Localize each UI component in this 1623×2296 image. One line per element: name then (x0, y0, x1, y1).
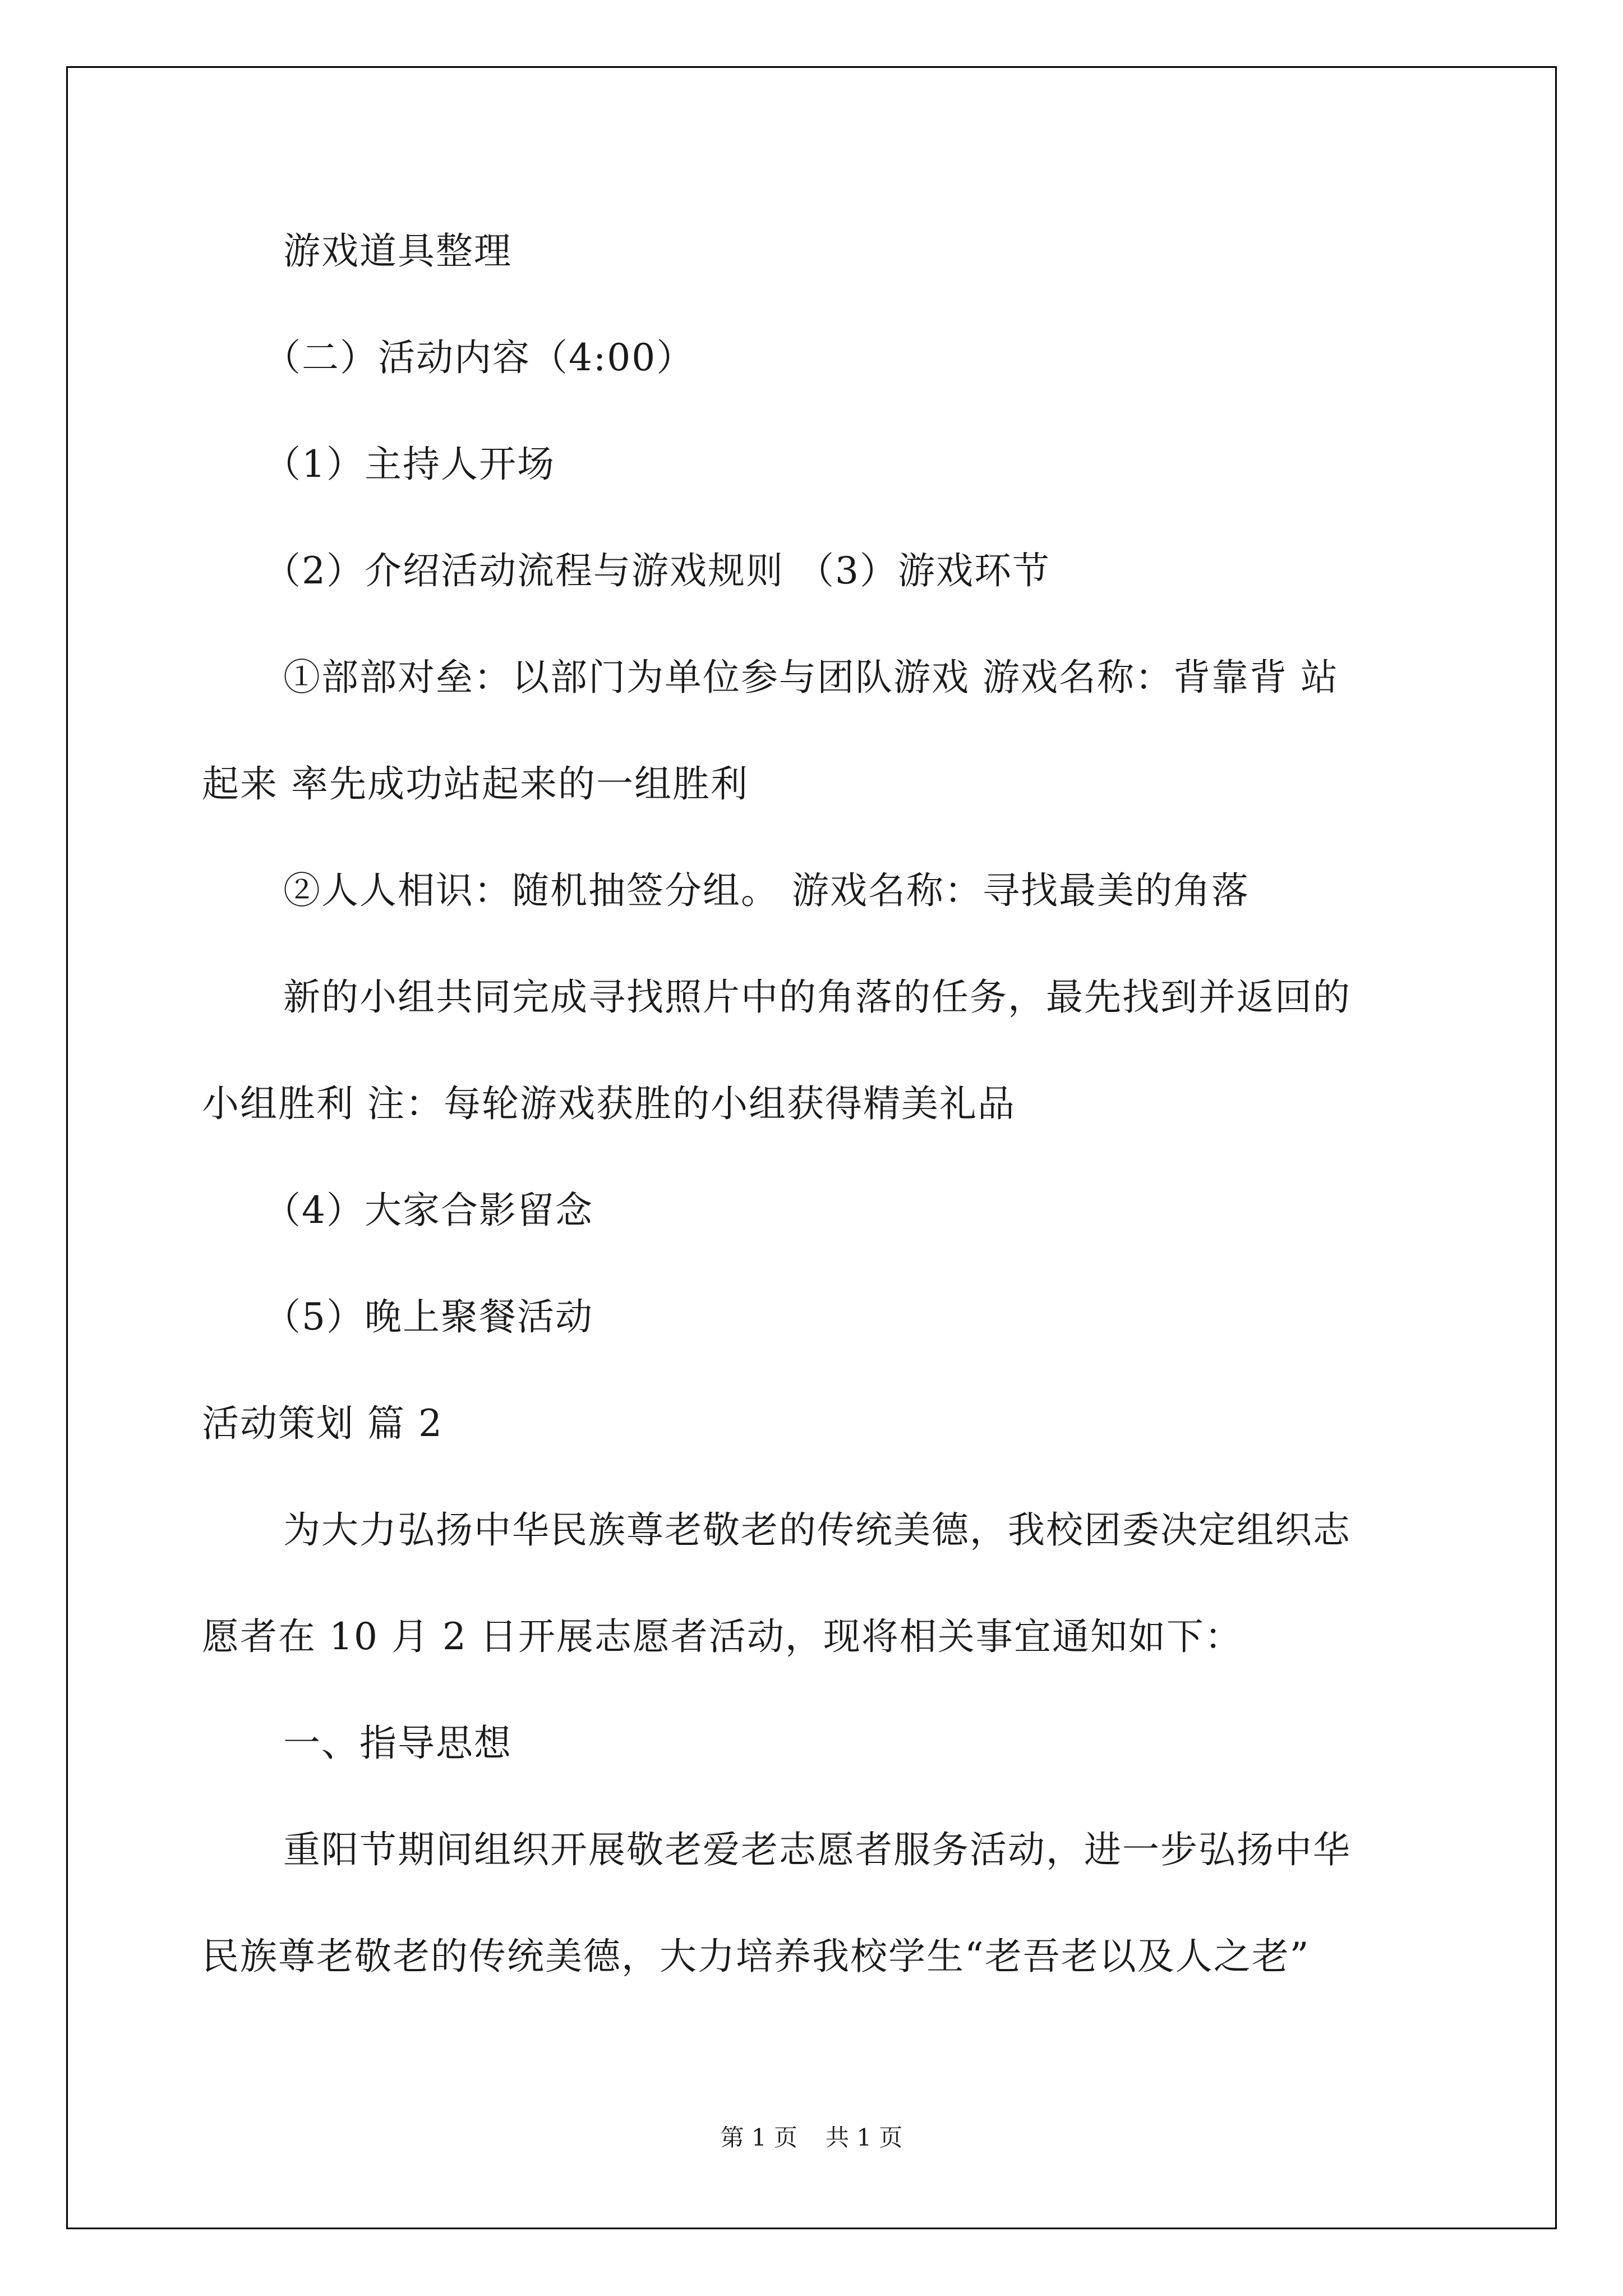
text-line: 起来 率先成功站起来的一组胜利 (202, 762, 749, 806)
text-line: （4）大家合影留念 (264, 1189, 593, 1232)
text-line: （二）活动内容（4:00） (264, 336, 695, 379)
text-line: 愿者在 10 月 2 日开展志愿者活动，现将相关事宜通知如下： (202, 1615, 1243, 1658)
text-line: 为大力弘扬中华民族尊老敬老的传统美德，我校团委决定组织志 (283, 1508, 1351, 1552)
page-number: 第 1 页 (720, 2124, 797, 2151)
text-line: （2）介绍活动流程与游戏规则 （3）游戏环节 (264, 549, 1050, 592)
page-total: 共 1 页 (826, 2124, 903, 2151)
page-footer (0, 2126, 1623, 2150)
text-line: （5）晚上聚餐活动 (264, 1295, 593, 1338)
text-line: 游戏道具整理 (283, 229, 512, 273)
text-line: 重阳节期间组织开展敬老爱老志愿者服务活动，进一步弘扬中华 (283, 1828, 1351, 1871)
text-line: ②人人相识：随机抽签分组。 游戏名称：寻找最美的角落 (283, 869, 1249, 912)
text-line: 一、指导思想 (283, 1722, 512, 1765)
text-line: （1）主持人开场 (264, 443, 555, 486)
text-line: 小组胜利 注：每轮游戏获胜的小组获得精美礼品 (202, 1082, 1016, 1125)
page-border (66, 66, 1557, 2229)
section-heading: 活动策划 篇 2 (202, 1402, 443, 1445)
text-line: ①部部对垒：以部门为单位参与团队游戏 游戏名称：背靠背 站 (283, 656, 1339, 699)
text-line: 民族尊老敬老的传统美德，大力培养我校学生“老吾老以及人之老” (202, 1935, 1310, 1978)
text-line: 新的小组共同完成寻找照片中的角落的任务，最先找到并返回的 (283, 976, 1351, 1019)
